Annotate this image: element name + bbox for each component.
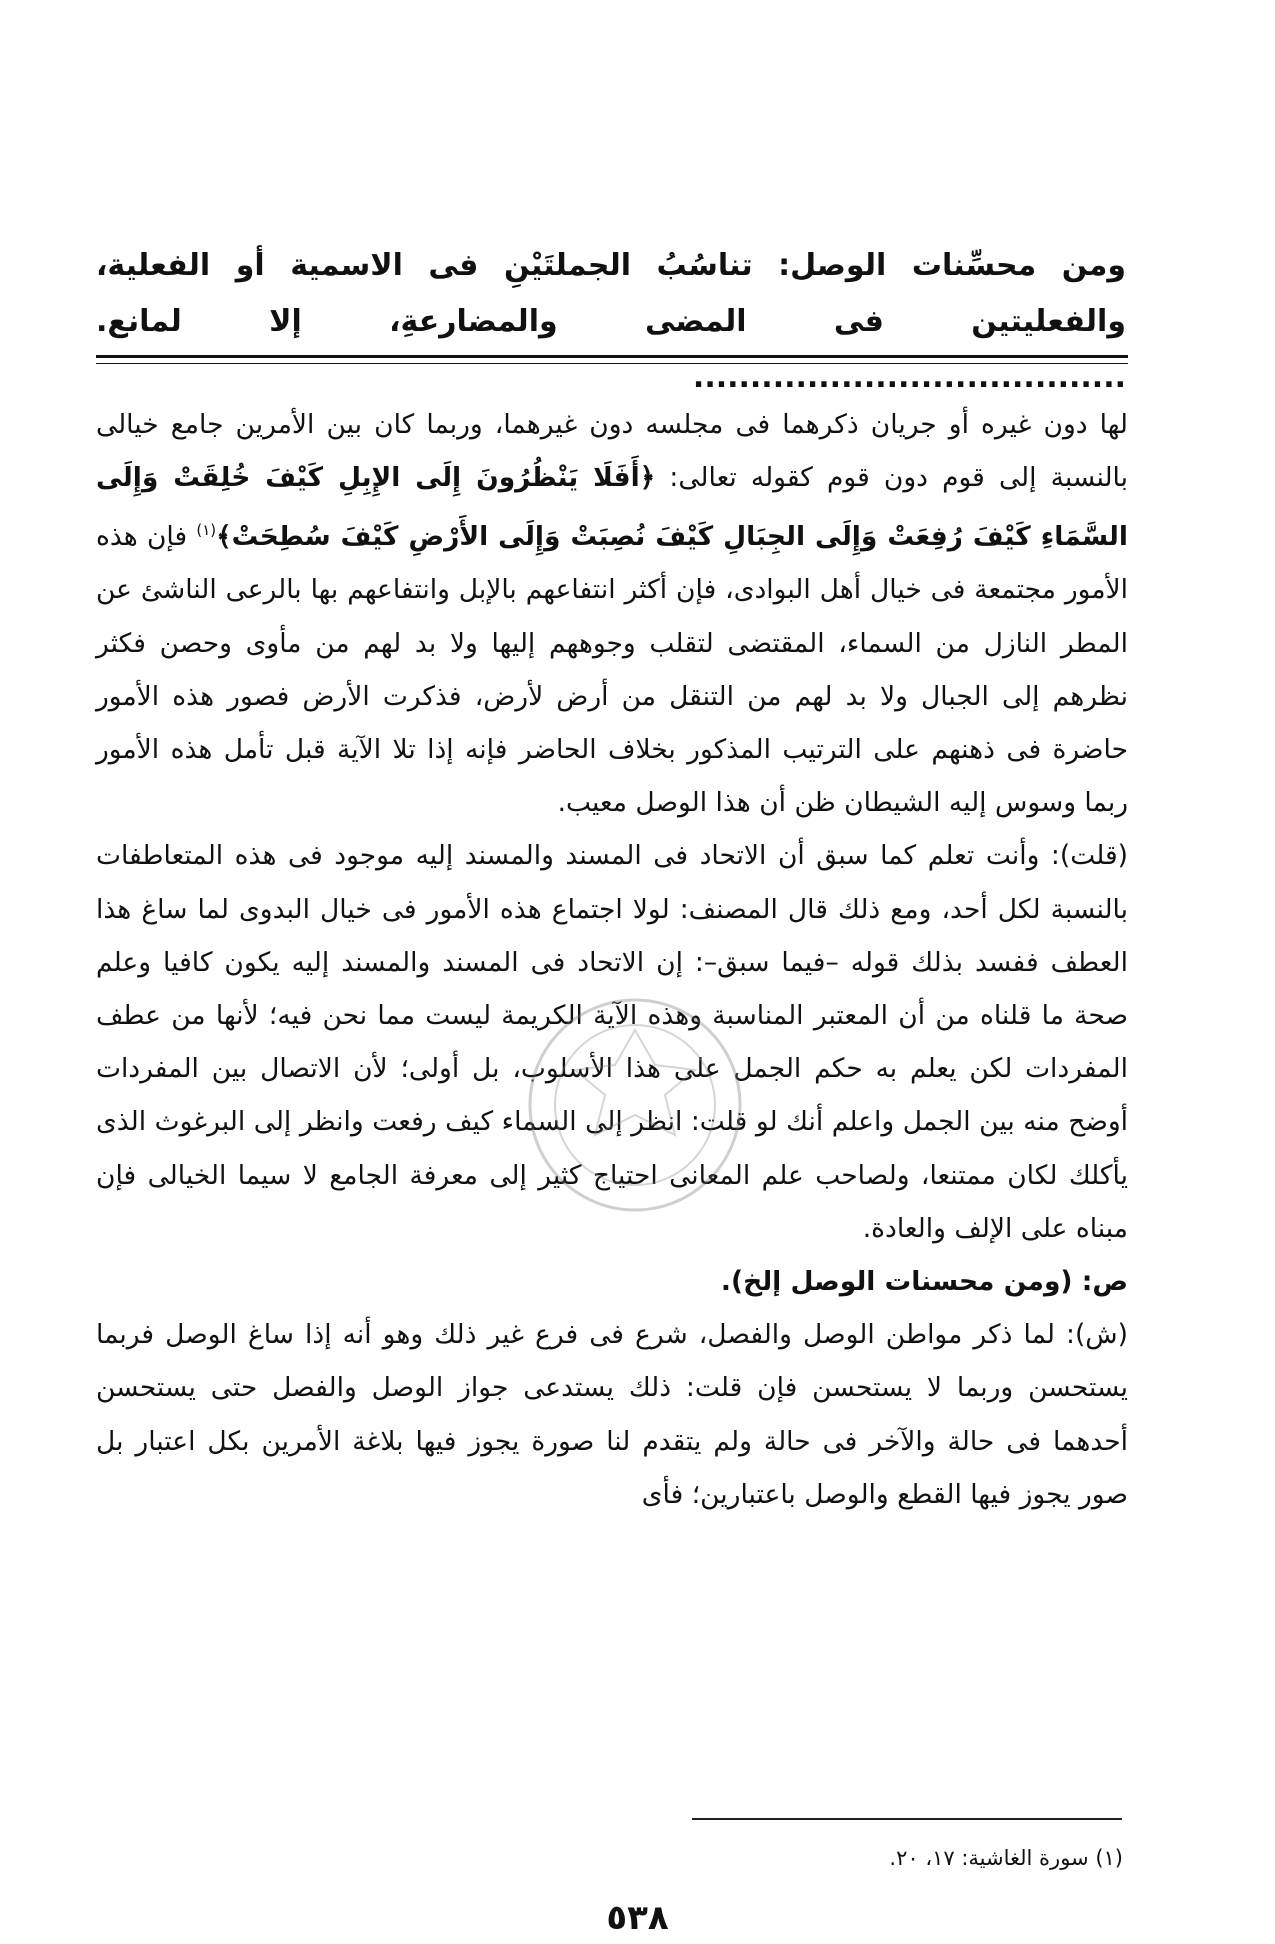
paragraph-1-intro: لها دون غيره أو جريان ذكرهما فى مجلسه دون غيرهما، وربما كان بين الأمرين جامع خيالى بالنسبة إلى قوم دون قوم كقوله تعالى:: [96, 409, 1128, 494]
footnote-separator: [692, 1818, 1122, 1820]
page-number: ٥٣٨: [606, 1898, 669, 1938]
paragraph-4: (ش): لما ذكر مواطن الوصل والفصل، شرع فى فرع غير ذلك وهو أنه إذا ساغ الوصل فربما يستحسن وربما لا يستحسن فإن قلت: ذلك يستدعى جواز الوصل والفصل حتى يستحسن أحدهما فى حالة والآخر فى حالة ولم يتقدم لنا صورة يجوز فيها بلاغة الأمرين بكل اعتبار بل صور يجوز فيها القطع والوصل باعتبارين؛ فأى: [96, 1319, 1128, 1510]
commentary-body: [96, 398, 1128, 1521]
footnote-marker: (١): [196, 521, 217, 540]
footnote: (١) سورة الغاشية: ١٧، ٢٠.: [889, 1846, 1123, 1870]
matn-statement: [96, 238, 1126, 406]
paragraph-1: [96, 398, 1128, 829]
matn-dotted-leader: ......................................: [692, 360, 1126, 395]
quran-verse: ﴿أَفَلَا يَنْظُرُونَ إِلَى الإِبِلِ كَيْفَ خُلِقَتْ وَإِلَى السَّمَاءِ كَيْفَ رُفِعَتْ وَإِلَى الجِبَالِ كَيْفَ نُصِبَتْ وَإِلَى الأَرْضِ كَيْفَ سُطِحَتْ﴾: [96, 462, 1128, 553]
quoted-heading: ص: (ومن محسنات الوصل إلخ).: [720, 1266, 1128, 1298]
library-seal-watermark: [520, 990, 750, 1220]
paragraph-1-continuation: فإن هذه الأمور مجتمعة فى خيال أهل البوادى، فإن أكثر انتفاعهم بالإبل وانتفاعهم بها بالرعى الناشئ عن المطر النازل من السماء، المقتضى لتقلب وجوههم إليها ولا بد لهم من مأوى وحصن فكثر نظرهم إلى الجبال ولا بد لهم من التنقل من أرض لأرض، فذكرت الأرض فصور هذه الأمور حاضرة فى ذهنهم على الترتيب المذكور بخلاف الحاضر فإنه إذا تلا الآية قبل تأمل هذه الأمور ربما وسوس إليه الشيطان ظن أن هذا الوصل معيب.: [96, 521, 1128, 819]
paragraph-2: (قلت): وأنت تعلم كما سبق أن الاتحاد فى المسند والمسند إليه موجود فى هذه المتعاطفات بالنسبة لكل أحد، ومع ذلك قال المصنف: لولا اجتماع هذه الأمور فى خيال البدوى لما ساغ هذا العطف ففسد بذلك قوله –فيما سبق–: إن الاتحاد فى المسند والمسند إليه يكون كافيا وعلم صحة ما قلناه من أن المعتبر المناسبة وهذه الآية الكريمة ليست مما نحن فيه؛ لأنها من عطف المفردات لكن يعلم به حكم الجمل على هذا الأسلوب، بل أولى؛ لأن الاتصال بين المفردات أوضح منه بين الجمل واعلم أنك لو قلت: انظر إلى السماء كيف رفعت وانظر إلى البرغوث الذى يأكلك لكان ممتنعا، ولصاحب علم المعانى احتياج كثير إلى معرفة الجامع لا سيما الخيالى فإن مبناه على الإلف والعادة.: [96, 840, 1128, 1244]
header-double-rule: [96, 355, 1128, 364]
matn-text: ومن محسِّنات الوصل: تناسُبُ الجملتَيْنِ فى الاسمية أو الفعلية، والفعليتين فى المضى والمضارعةِ، إلا لمانع.: [96, 248, 1126, 339]
